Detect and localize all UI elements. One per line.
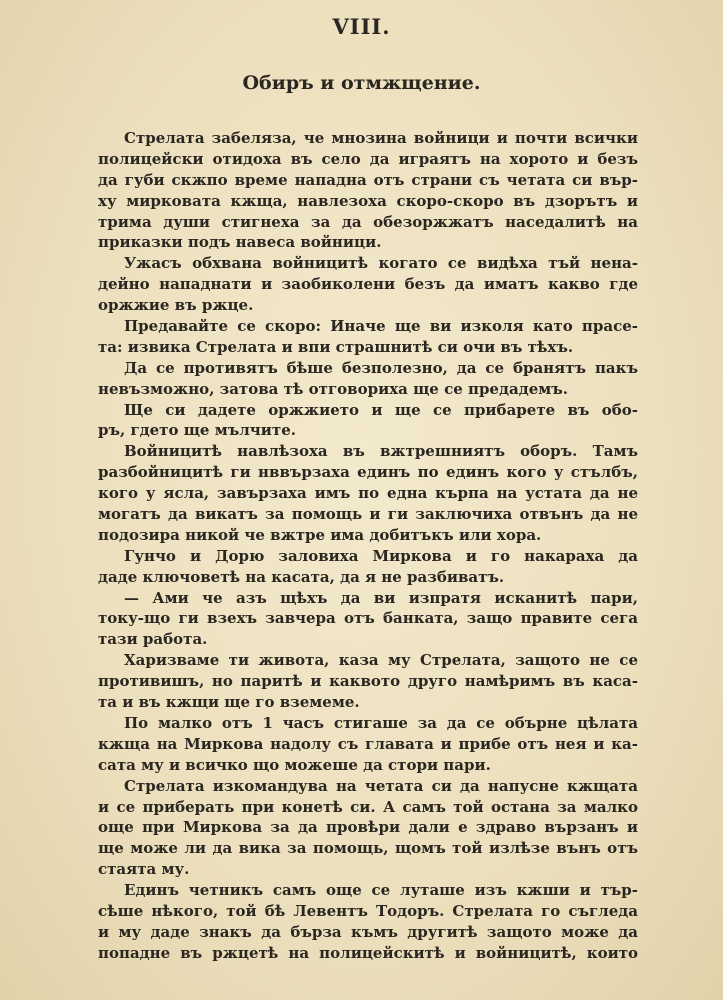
text-line: Войницитѣ навлѣзоха въ вжтрешниятъ оборъ. Тамъ [124,442,638,461]
text-line: Предавайте се скоро: Иначе ще ви изколя като прасе- [124,317,638,336]
text-line: стаята му. [98,860,190,879]
text-line: — Ами че азъ щѣхъ да ви изпратя исканитѣ пари, [124,588,638,607]
text-line: трима души стигнеха за да обезоржжатъ наседалитѣ на [98,212,638,231]
text-line: Ще си дадете оржжието и ще се прибарете въ обо- [124,400,638,419]
text-line: току-що ги взехъ завчера отъ банката, защо правите сега [98,609,638,628]
text-line: Харизваме ти живота, каза му Стрелата, защото не се [124,651,638,670]
text-line: Единъ четникъ самъ още се луташе изъ кжши и тър- [124,881,638,900]
chapter-title: Обиръ и отмжщение. [242,72,481,94]
text-line: Гунчо и Дорю заловиха Миркова и го накараха да [124,546,638,565]
text-line: кжща на Миркова надолу съ главата и прибе отъ нея и ка- [98,734,638,753]
text-line: кого у ясла, завързаха имъ по една кърпа на устата да не [98,484,638,503]
text-line: и му даде знакъ да бърза къмъ другитѣ защото може да [98,922,638,941]
text-line: попадне въ ржцетѣ на полицейскитѣ и войницитѣ, които [98,943,638,962]
text-line: дейно нападнати и заобиколени безъ да иматъ какво гдe [98,275,638,294]
text-line: та и въ кжщи ще го вземеме. [98,693,360,712]
text-line: ръ, гдето ще мълчите. [98,421,296,440]
text-line: сѣше нѣкого, той бѣ Левентъ Тодоръ. Стрелата го съгледа [98,901,638,920]
text-line: Да се противятъ бѣше безполезно, да се бранятъ пакъ [124,358,638,377]
text-line: сата му и всичко що можеше да стори пари. [98,755,491,774]
text-line: Стрелата забеляза, че мнозина войници и почти всички [124,129,638,147]
text-line: ще може ли да вика за помощь, щомъ той излѣзе вънъ отъ [98,839,638,858]
text-line: разбойницитѣ ги нввързаха единъ по единъ кого у стълбъ, [98,463,638,482]
chapter-number: VIII. [332,14,391,39]
text-line: приказки подъ навеса войници. [98,233,382,252]
text-line: да губи скжпо време нападна отъ страни съ четата си вър- [98,170,638,189]
text-line: тази работа. [98,630,208,649]
text-line: По малко отъ 1 часъ стигаше за да се обърне цѣлата [124,713,638,732]
text-line: още при Миркова за да провѣри дали е здраво вързанъ и [98,818,638,837]
text-line: та: извика Стрелата и впи страшнитѣ си очи въ тѣхъ. [98,337,574,356]
text-line: оржжие въ ржце. [98,296,254,315]
text-line: могатъ да викатъ за помощь и ги заключиха отвънъ да не [98,505,638,524]
text-line: и се приберать при конетѣ си. А самъ той остана за малко [98,797,638,816]
text-line: Стрелата изкомандува на четата си да напусне кжщата [124,776,638,795]
body-text [98,128,638,964]
text-line: ху мирковата кжща, навлезоха скоро-скоро въ дзорътъ и [98,191,638,210]
text-line: невъзможно, затова тѣ отговориха ще се предадемъ. [98,379,568,398]
text-line: полицейски отидоха въ село да играятъ на хорото и безъ [98,149,638,168]
text-line: даде ключоветѣ на касата, да я не разбиватъ. [98,567,505,586]
text-line: Ужасъ обхвана войницитѣ когато се видѣха тъй нена- [124,254,638,273]
text-line: противишъ, но паритѣ и каквото друго намѣримъ въ каса- [98,672,638,691]
text-line: подозира никой че вжтре има добитъкъ или хора. [98,525,542,544]
